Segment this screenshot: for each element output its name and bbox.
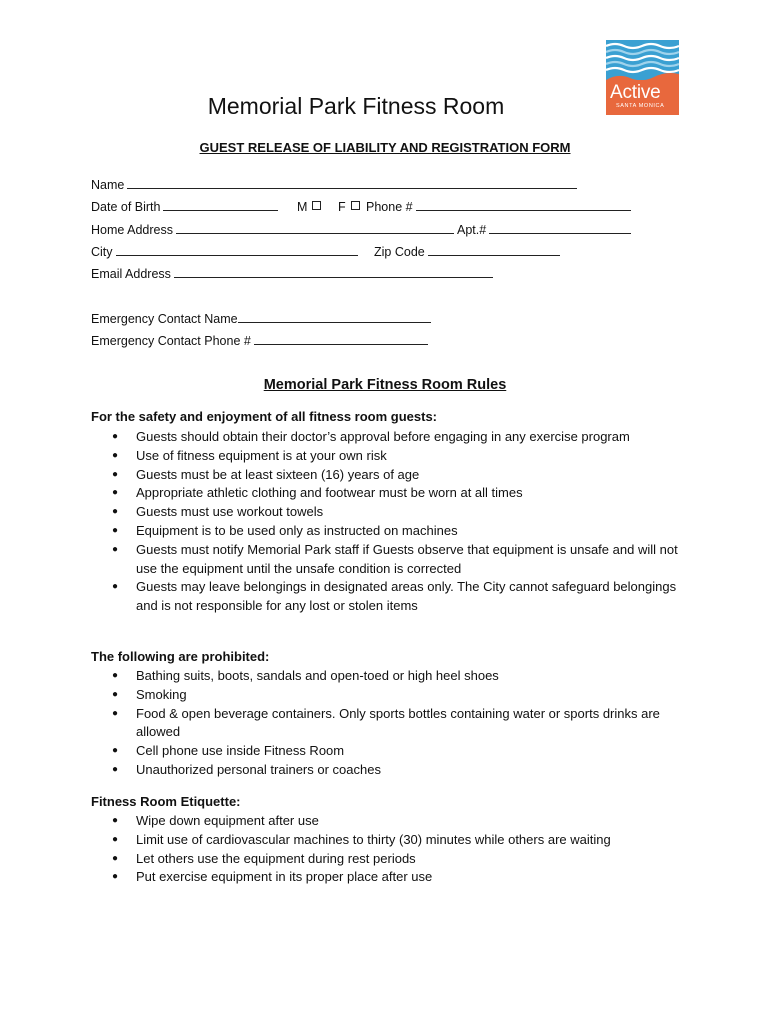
female-label: F xyxy=(338,200,346,214)
safety-heading: For the safety and enjoyment of all fitness room guests: xyxy=(91,409,438,424)
list-item: ● Limit use of cardiovascular machines to thirty (30) minutes while others are waiting xyxy=(91,831,681,850)
name-blank[interactable] xyxy=(127,177,577,189)
list-item: ● Let others use the equipment during rest periods xyxy=(91,850,681,869)
etiquette-list xyxy=(91,812,681,887)
list-item: ● Wipe down equipment after use xyxy=(91,812,681,831)
male-checkbox[interactable] xyxy=(312,201,321,210)
logo-subtext: SANTA MONICA xyxy=(616,103,665,109)
emergency-name-blank[interactable] xyxy=(238,311,431,323)
bullet-icon: ● xyxy=(112,524,119,536)
bullet-icon: ● xyxy=(112,670,119,681)
bullet-icon: ● xyxy=(112,431,119,442)
phone-label: Phone # xyxy=(366,200,413,214)
list-item: ● Appropriate athletic clothing and footwear must be worn at all times xyxy=(91,484,681,503)
list-item: ● Put exercise equipment in its proper place after use xyxy=(91,868,681,887)
address-label: Home Address xyxy=(91,223,173,237)
bullet-icon: ● xyxy=(112,506,119,518)
emergency-phone-blank[interactable] xyxy=(254,333,428,345)
prohibited-list xyxy=(91,667,681,780)
page-title: Memorial Park Fitness Room xyxy=(207,93,505,119)
emergency-name-label: Emergency Contact Name xyxy=(91,312,238,326)
zip-field-row xyxy=(374,244,560,260)
form-subtitle: GUEST RELEASE OF LIABILITY AND REGISTRATION FORM xyxy=(199,140,571,155)
prohibited-heading: The following are prohibited: xyxy=(91,649,270,664)
apt-label: Apt.# xyxy=(457,223,487,237)
email-blank[interactable] xyxy=(174,266,493,278)
apt-blank[interactable] xyxy=(489,222,631,234)
bullet-icon: ● xyxy=(112,581,119,593)
city-label: City xyxy=(91,245,113,259)
list-item: ● Equipment is to be used only as instructed on machines xyxy=(91,522,681,541)
dob-field-row xyxy=(91,199,278,215)
address-field-row xyxy=(91,222,454,238)
email-label: Email Address xyxy=(91,267,171,281)
list-item: ● Guests may leave belongings in designated areas only. The City cannot safeguard belongings and is not responsible for any lost or stolen items xyxy=(112,579,677,614)
name-field-row xyxy=(91,177,577,193)
emergency-name-field-row xyxy=(91,311,431,327)
bullet-icon: ● xyxy=(112,449,119,461)
zip-label: Zip Code xyxy=(374,245,425,259)
list-item: ● Guests should obtain their doctor’s approval before engaging in any exercise program xyxy=(91,428,681,447)
city-field-row xyxy=(91,244,358,260)
city-blank[interactable] xyxy=(116,244,358,256)
phone-blank[interactable] xyxy=(416,199,631,211)
list-item: ● Smoking xyxy=(91,686,681,705)
etiquette-heading: Fitness Room Etiquette: xyxy=(91,794,241,809)
gender-male-row xyxy=(297,199,321,215)
emergency-phone-label: Emergency Contact Phone # xyxy=(91,334,251,348)
list-item: ● Use of fitness equipment is at your own risk xyxy=(91,447,681,466)
bullet-icon: ● xyxy=(112,852,119,864)
female-checkbox[interactable] xyxy=(351,201,360,210)
list-item: ● Bathing suits, boots, sandals and open-toed or high heel shoes xyxy=(91,667,681,686)
phone-field-row xyxy=(366,199,631,215)
address-blank[interactable] xyxy=(176,222,454,234)
list-item: ● Guests must be at least sixteen (16) years of age xyxy=(91,466,681,485)
bullet-icon: ● xyxy=(112,707,119,719)
dob-label: Date of Birth xyxy=(91,200,161,214)
email-field-row xyxy=(91,266,493,282)
rules-title: Memorial Park Fitness Room Rules xyxy=(263,377,507,393)
list-item: ● Cell phone use inside Fitness Room xyxy=(91,742,681,761)
bullet-icon: ● xyxy=(112,543,119,555)
list-item: ● Food & open beverage containers. Only sports bottles containing water or sports drinks are allowed xyxy=(112,705,660,740)
logo-wordmark: Active xyxy=(610,82,661,103)
gender-female-row xyxy=(338,199,360,215)
bullet-icon: ● xyxy=(112,487,119,499)
list-item: ● Guests must use workout towels xyxy=(91,503,681,522)
bullet-icon: ● xyxy=(112,763,119,775)
emergency-phone-field-row xyxy=(91,333,428,349)
bullet-icon: ● xyxy=(112,815,119,826)
dob-blank[interactable] xyxy=(163,199,278,211)
bullet-icon: ● xyxy=(112,871,119,883)
zip-blank[interactable] xyxy=(428,244,560,256)
bullet-icon: ● xyxy=(112,688,119,700)
list-item: ● Guests must notify Memorial Park staff if Guests observe that equipment is unsafe and will not use the equipment until the unsafe condition is corrected xyxy=(112,541,678,576)
safety-rules-list xyxy=(91,428,681,616)
apt-field-row xyxy=(457,222,631,238)
name-label: Name xyxy=(91,178,125,192)
bullet-icon: ● xyxy=(112,833,119,845)
list-item: ● Unauthorized personal trainers or coaches xyxy=(91,761,681,780)
male-label: M xyxy=(297,200,308,214)
bullet-icon: ● xyxy=(112,468,119,480)
bullet-icon: ● xyxy=(112,745,119,757)
